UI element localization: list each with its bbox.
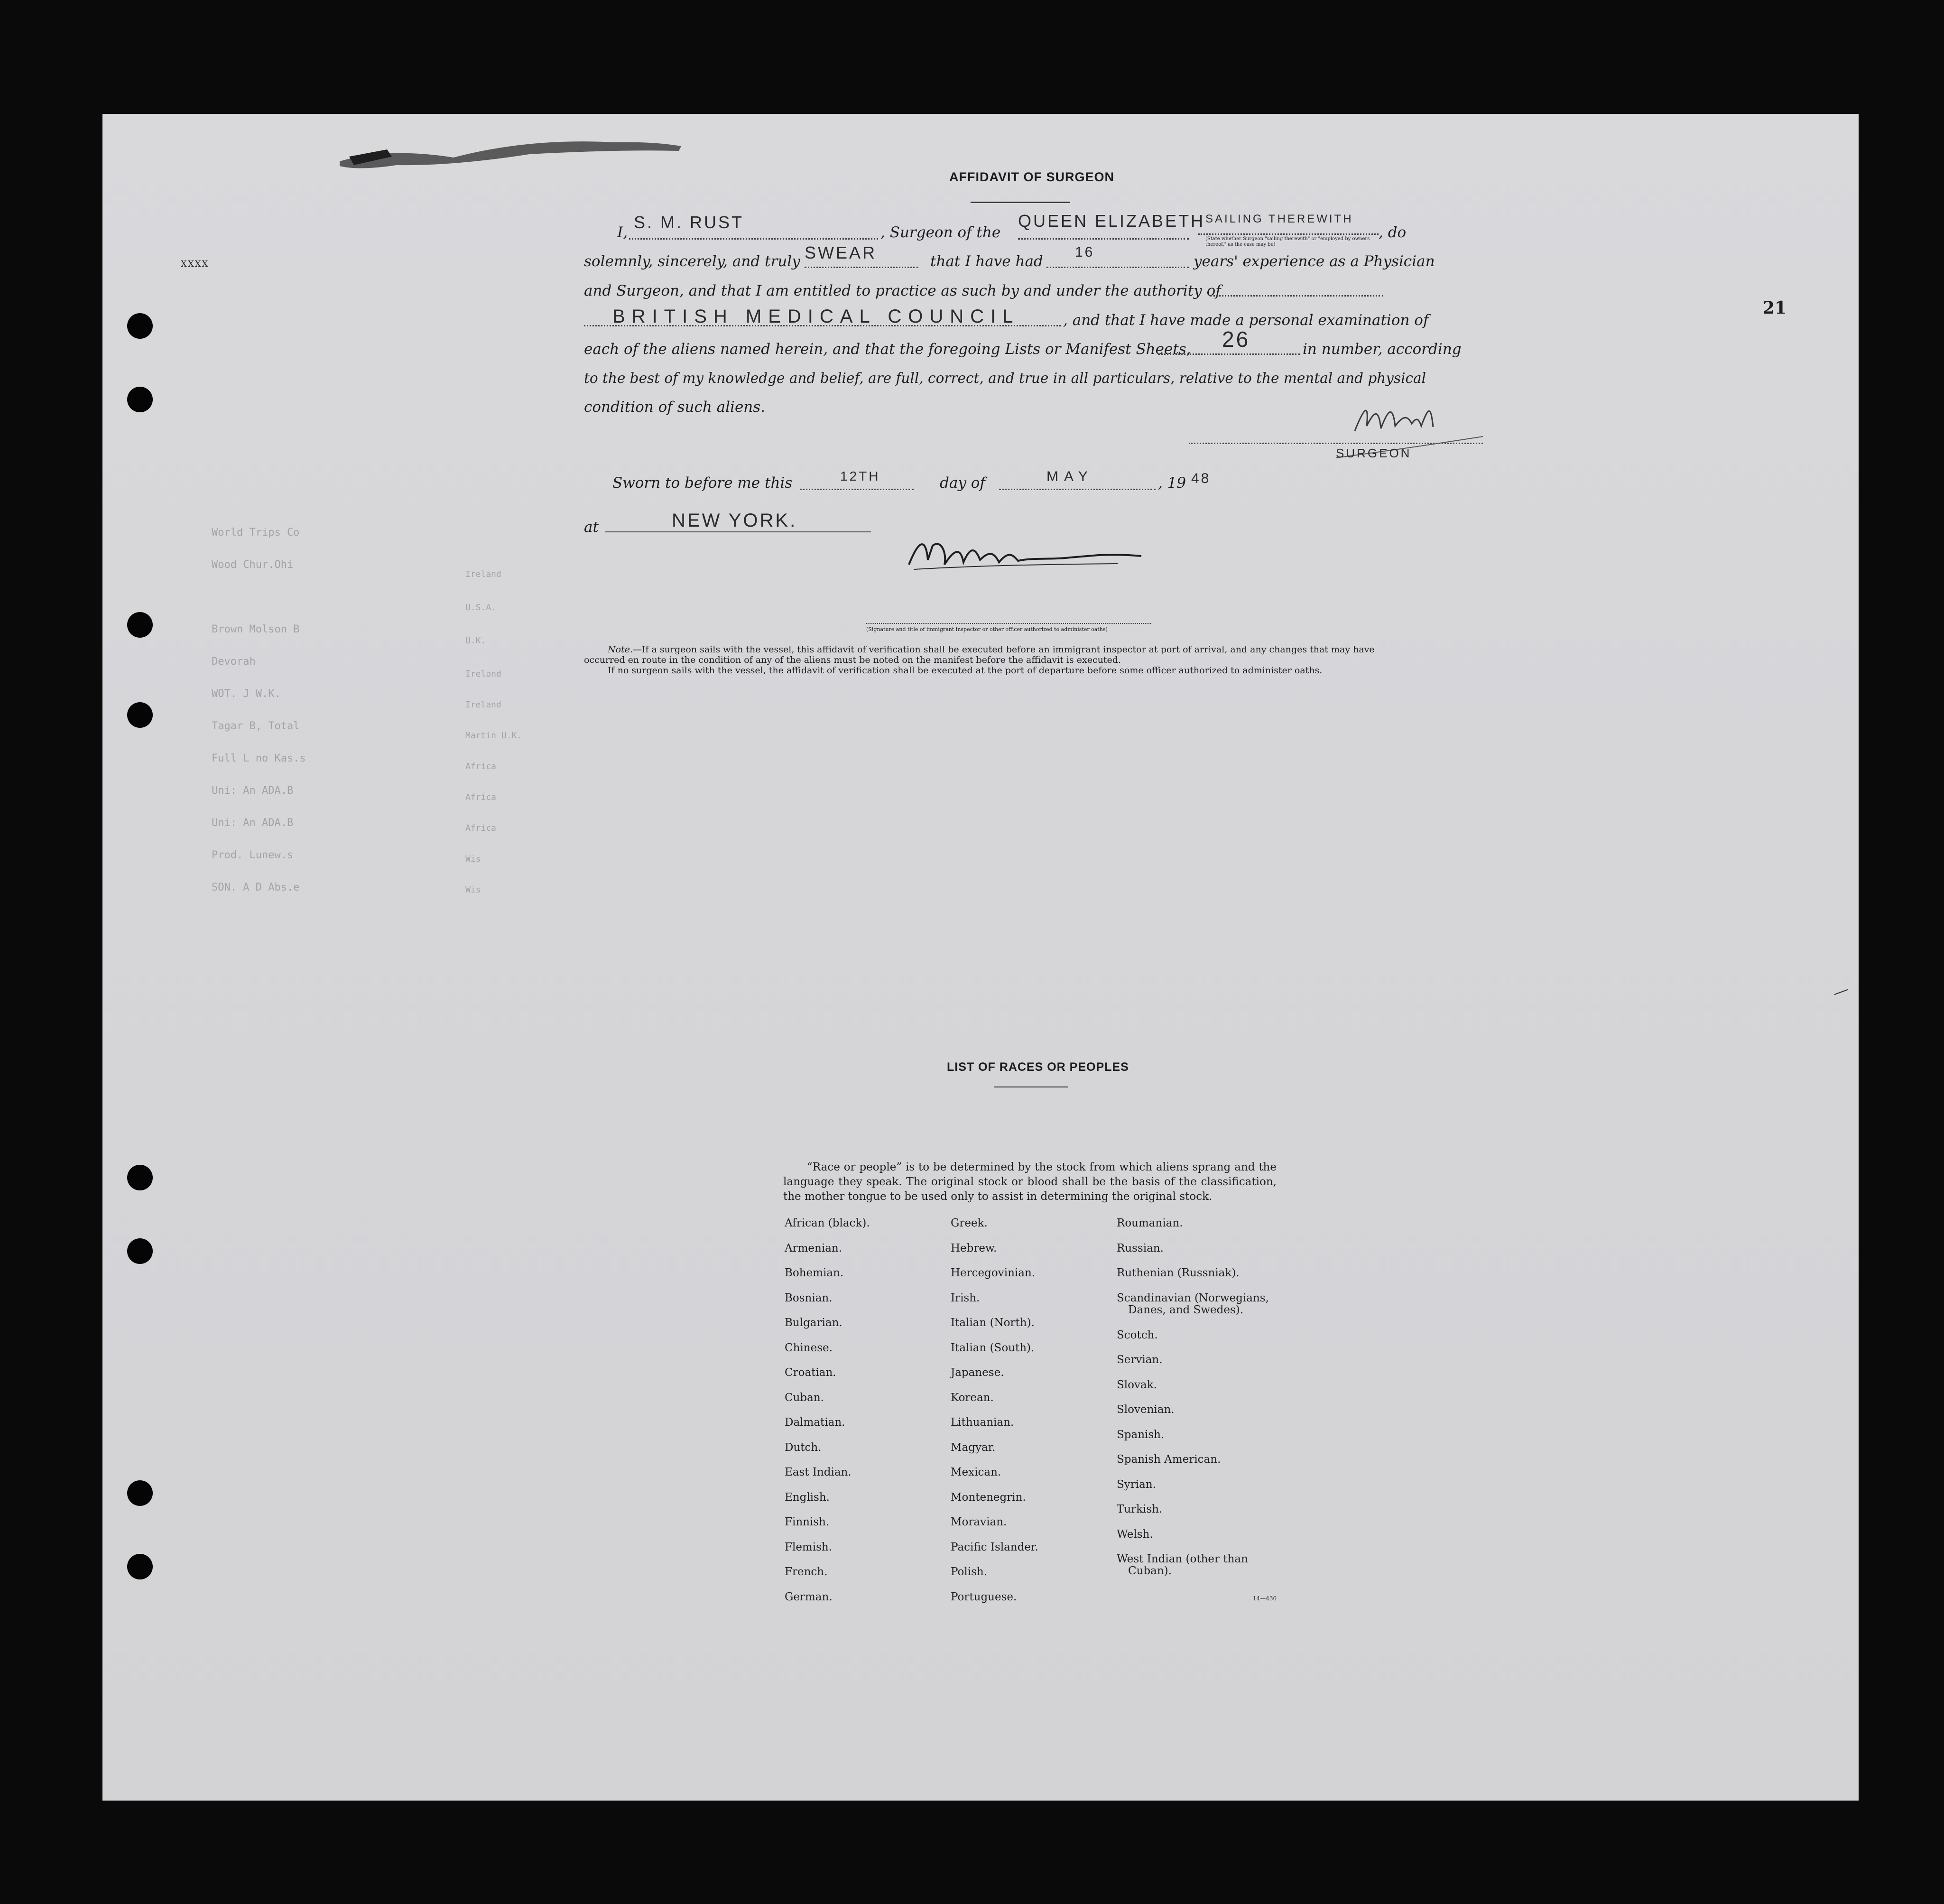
race-item: Slovenian.	[1117, 1403, 1175, 1416]
bleed-text: World Trips Co	[212, 527, 300, 539]
race-item: Bosnian.	[785, 1291, 833, 1304]
race-item: Pacific Islander.	[951, 1541, 1038, 1553]
note-text-2: If no surgeon sails with the vessel, the affidavit of verification shall be executed at the port of departure before some officer authorized to administer oaths.	[608, 665, 1323, 676]
race-item: Turkish.	[1117, 1503, 1163, 1515]
race-item: Slovak.	[1117, 1378, 1157, 1391]
race-item: Armenian.	[785, 1242, 842, 1254]
text-line: I,	[617, 224, 628, 241]
bleed-text: U.S.A.	[465, 603, 497, 613]
note-lead: Note.	[608, 644, 633, 655]
race-item: Magyar.	[951, 1441, 996, 1454]
text-line: condition of such aliens.	[584, 399, 766, 416]
race-item: Montenegrin.	[951, 1491, 1026, 1504]
text-line: , do	[1379, 224, 1407, 241]
title-rule	[971, 202, 1070, 203]
text-line: that I have had	[930, 253, 1043, 270]
race-item: Croatian.	[785, 1366, 836, 1379]
note-text-1: —If a surgeon sails with the vessel, this affidavit of verification shall be executed before an immigrant inspector at port of arrival, and any changes that may have occurred en route in the condition of any of the aliens must be noted on the manifest before the affidavit is executed.	[584, 644, 1375, 665]
race-item: Servian.	[1117, 1354, 1163, 1366]
race-item: Scotch.	[1117, 1328, 1158, 1341]
text-line: and Surgeon, and that I am entitled to practice as such by and under the authority of	[584, 282, 1221, 299]
handwritten-sworn-day: 12TH	[840, 469, 880, 483]
race-item: Cuban).	[1128, 1565, 1172, 1577]
binder-hole	[127, 1165, 153, 1190]
text-line: at	[584, 519, 599, 536]
handwritten-vessel-name: QUEEN ELIZABETH	[1018, 211, 1205, 231]
blank-line	[1198, 233, 1379, 235]
form-code: 14—430	[1253, 1595, 1277, 1602]
race-item: Lithuanian.	[951, 1416, 1014, 1429]
blank-line	[1210, 295, 1383, 297]
text-line: years' experience as a Physician	[1194, 253, 1435, 270]
blank-line	[584, 325, 1061, 326]
handwritten-sailing-status: SAILING THEREWITH	[1205, 213, 1353, 225]
blank-line	[800, 489, 914, 490]
race-item: Ruthenian (Russniak).	[1117, 1267, 1240, 1279]
race-item: East Indian.	[785, 1466, 852, 1478]
handwritten-sworn-year: 48	[1191, 471, 1211, 486]
blank-line	[1046, 267, 1189, 268]
binder-hole	[127, 702, 153, 728]
text-line: Sworn to before me this	[612, 474, 793, 492]
bleed-text: Wood Chur.Ohi	[212, 559, 294, 571]
race-item: Italian (North).	[951, 1317, 1035, 1329]
binder-hole	[127, 387, 153, 412]
race-item: Finnish.	[785, 1516, 830, 1528]
race-item: Russian.	[1117, 1242, 1164, 1254]
handwritten-surgeon-name: S. M. RUST	[634, 213, 744, 232]
race-item: Flemish.	[785, 1541, 833, 1553]
bleed-text: Tagar B, Total	[212, 720, 300, 732]
binder-hole	[127, 313, 153, 339]
race-item: Hebrew.	[951, 1242, 997, 1254]
binder-hole	[127, 612, 153, 638]
race-item: Spanish.	[1117, 1428, 1165, 1441]
race-item: Chinese.	[785, 1341, 833, 1354]
race-item: German.	[785, 1590, 833, 1603]
bleed-text: U.K.	[465, 636, 486, 646]
inspector-signature	[899, 531, 1146, 579]
ink-smudge	[330, 128, 691, 180]
pen-mark	[1834, 989, 1848, 995]
handwritten-sworn-month: MAY	[1046, 469, 1093, 484]
race-item: Bulgarian.	[785, 1317, 842, 1329]
blank-line	[805, 267, 918, 268]
race-item: French.	[785, 1566, 828, 1578]
race-item: Roumanian.	[1117, 1217, 1183, 1229]
blank-line	[999, 489, 1156, 490]
race-item: Dutch.	[785, 1441, 822, 1454]
race-item: Spanish American.	[1117, 1453, 1221, 1466]
race-item: Greek.	[951, 1217, 988, 1229]
handwritten-years: 16	[1075, 244, 1095, 260]
blank-line	[1018, 238, 1189, 240]
binder-hole	[127, 1480, 153, 1506]
blank-line	[605, 531, 871, 532]
note-paragraph	[584, 644, 1386, 676]
race-item: Japanese.	[951, 1366, 1004, 1379]
race-item: Mexican.	[951, 1466, 1001, 1478]
race-item: Syrian.	[1117, 1478, 1156, 1491]
race-item: Scandinavian (Norwegians,	[1117, 1291, 1269, 1304]
bleed-text: Prod. Lunew.s	[212, 849, 294, 861]
race-item: African (black).	[785, 1217, 870, 1229]
bleed-text: Ireland	[465, 700, 501, 710]
race-item: Moravian.	[951, 1516, 1007, 1528]
race-item: Danes, and Swedes).	[1128, 1304, 1244, 1316]
race-item: English.	[785, 1491, 830, 1504]
race-item: Portuguese.	[951, 1590, 1017, 1603]
bleed-text: Brown Molson B	[212, 623, 300, 635]
race-item: Korean.	[951, 1391, 994, 1404]
bleed-text: Uni: An ADA.B	[212, 785, 294, 797]
affidavit-title: AFFIDAVIT OF SURGEON	[949, 170, 1114, 184]
text-line: solemnly, sincerely, and truly	[584, 253, 800, 270]
handwritten-sheets: 26	[1222, 327, 1250, 352]
handwritten-authority: BRITISH MEDICAL COUNCIL	[612, 306, 1020, 327]
bleed-text: Africa	[465, 792, 497, 802]
race-item: Irish.	[951, 1291, 980, 1304]
bleed-text: Devorah	[212, 656, 256, 668]
bleed-text: Full L no Kas.s	[212, 752, 306, 764]
bleed-text: Africa	[465, 762, 497, 771]
handwritten-oath-word: SWEAR	[805, 243, 877, 262]
bleed-text: Martin U.K.	[465, 731, 522, 741]
bleed-text: Wis	[465, 885, 481, 895]
binder-hole	[127, 1238, 153, 1264]
race-item: Italian (South).	[951, 1341, 1035, 1354]
bleed-text: Uni: An ADA.B	[212, 817, 294, 829]
handwritten-place: NEW YORK.	[672, 510, 797, 531]
page-number: 21	[1763, 298, 1787, 318]
race-item: West Indian (other than	[1117, 1553, 1248, 1565]
bleed-text: Ireland	[465, 569, 501, 579]
document-page	[102, 114, 1859, 1801]
bleed-text: Ireland	[465, 669, 501, 679]
race-item: Cuban.	[785, 1391, 824, 1404]
bleed-text: Wis	[465, 854, 481, 864]
blank-line	[1158, 353, 1300, 355]
races-intro: “Race or people” is to be determined by the stock from which aliens sprang and the language they speak. The original stock or blood shall be the basis of the classification, the mother tongue to be used only to assist in determining the original stock.	[783, 1161, 1277, 1203]
text-line: in number, according	[1303, 341, 1462, 358]
binder-hole	[127, 1554, 153, 1579]
text-line: , Surgeon of the	[880, 224, 1001, 241]
margin-mark: XXXX	[181, 259, 209, 269]
bleed-text: SON. A D Abs.e	[212, 882, 300, 893]
race-item: Welsh.	[1117, 1528, 1153, 1541]
text-line: to the best of my knowledge and belief, are full, correct, and true in all particulars, relative to the mental and physical	[584, 370, 1426, 386]
text-line: , 19	[1158, 474, 1186, 492]
text-line: each of the aliens named herein, and that the foregoing Lists or Manifest Sheets,	[584, 341, 1191, 358]
races-title: LIST OF RACES OR PEOPLES	[947, 1060, 1129, 1074]
bleed-text: WOT. J W.K.	[212, 688, 281, 700]
race-item: Hercegovinian.	[951, 1267, 1036, 1279]
race-item: Bohemian.	[785, 1267, 844, 1279]
inspector-signature-line	[866, 623, 1151, 624]
race-item: Polish.	[951, 1566, 988, 1578]
surgeon-label: SURGEON	[1336, 446, 1412, 460]
sailing-hint: (State whether Surgeon "sailing therewith" or "employed by owners thereof," as the case may be)	[1205, 236, 1370, 247]
inspector-caption: (Signature and title of immigrant inspector or other officer authorized to administer oaths)	[866, 626, 1108, 632]
race-item: Dalmatian.	[785, 1416, 845, 1429]
bleed-text: Africa	[465, 823, 497, 833]
blank-line	[629, 238, 878, 240]
text-line: , and that I have made a personal examination of	[1063, 312, 1429, 329]
text-line: day of	[940, 474, 985, 492]
